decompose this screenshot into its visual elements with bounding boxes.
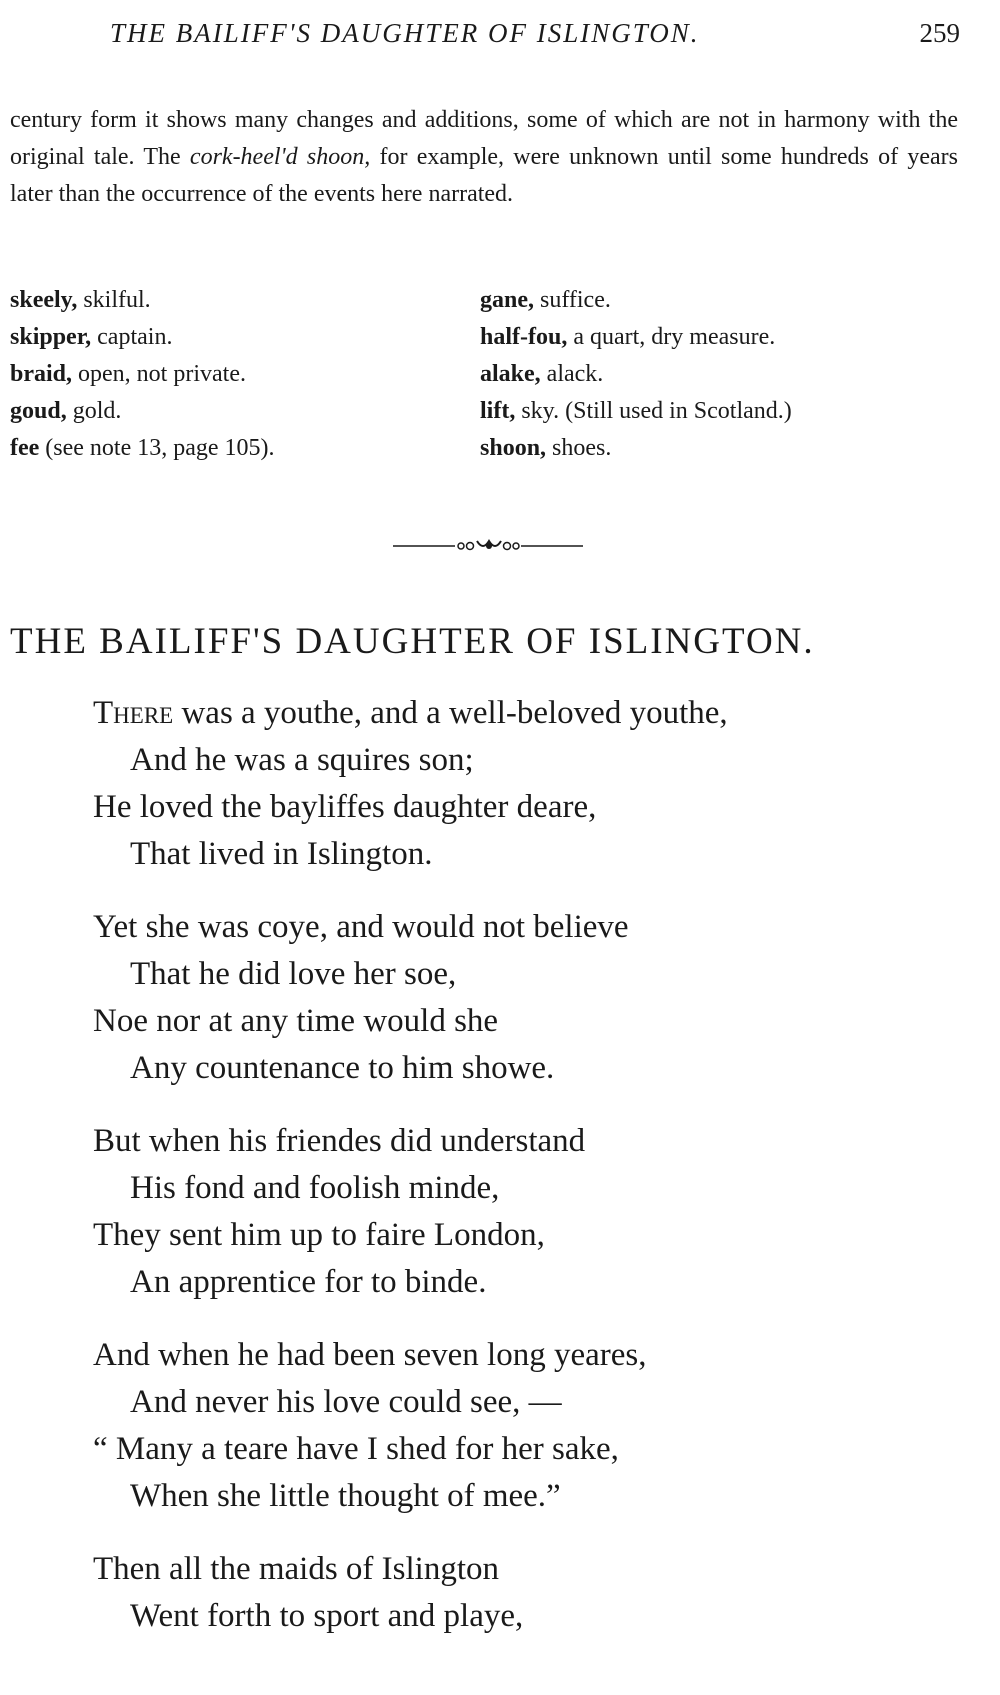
glossary-entry (480, 319, 960, 356)
glossary-entry (10, 319, 470, 356)
glossary-entry (480, 282, 960, 319)
page-number: 259 (919, 18, 960, 48)
glossary-term: goud, (10, 398, 67, 424)
intro-text-1: century form it shows many changes and additions, some of which are not in harmony with the original tale. The (10, 107, 958, 170)
glossary-entry (10, 430, 470, 467)
poem-line: That lived in Islington. (130, 836, 433, 872)
glossary-definition: alack. (540, 361, 604, 387)
poem-line: Went forth to sport and playe, (130, 1598, 524, 1634)
glossary-definition: sky. (Still used in Scotland.) (515, 398, 792, 424)
poem-line: And when he had been seven long yeares, (93, 1337, 647, 1373)
glossary-entry (10, 282, 470, 319)
poem-stanza (93, 1118, 973, 1306)
poem-line: When she little thought of mee.” (130, 1478, 561, 1514)
running-title: THE BAILIFF'S DAUGHTER OF ISLINGTON. (110, 18, 700, 48)
glossary-term: fee (10, 435, 40, 461)
glossary-entry (480, 430, 960, 467)
glossary-term: skipper, (10, 324, 92, 350)
poem-stanza (93, 904, 973, 1092)
poem-line: Noe nor at any time would she (93, 1003, 499, 1039)
poem-line: “ Many a teare have I shed for her sake, (93, 1431, 619, 1467)
glossary-definition: (see note 13, page 105). (39, 435, 275, 461)
glossary-entry (480, 356, 960, 393)
glossary-definition: captain. (91, 324, 173, 350)
glossary-definition: shoes. (546, 435, 612, 461)
poem-stanza (93, 1332, 973, 1520)
intro-italic-phrase: cork-heel'd shoon, (189, 144, 371, 170)
glossary-definition: a quart, dry measure. (567, 324, 776, 350)
intro-text-2: for example, were unknown until some hundreds of years later than the occurrence of the events here narrated. (10, 144, 959, 207)
poem-line: An apprentice for to binde. (130, 1264, 487, 1300)
poem-line: Then all the maids of Islington (93, 1551, 500, 1587)
poem-title: THE BAILIFF'S DAUGHTER OF ISLINGTON. (10, 621, 815, 662)
glossary-right-column (480, 282, 960, 467)
poem-stanza (93, 1546, 973, 1640)
glossary-definition: gold. (66, 398, 122, 424)
section-divider-ornament (393, 536, 583, 556)
poem-line: And never his love could see, — (130, 1384, 562, 1420)
glossary-definition: suffice. (534, 287, 611, 313)
poem-line: Any countenance to him showe. (130, 1050, 555, 1086)
glossary-definition: open, not private. (72, 361, 246, 387)
first-word-small-caps: There (93, 695, 174, 731)
glossary-term: shoon, (480, 435, 547, 461)
glossary-entry (10, 393, 470, 430)
glossary-term: skeely, (10, 287, 78, 313)
glossary-term: alake, (480, 361, 541, 387)
poem-line: And he was a squires son; (130, 742, 474, 778)
poem-line: That he did love her soe, (130, 956, 457, 992)
glossary-entry (480, 393, 960, 430)
poem-line: They sent him up to faire London, (93, 1217, 545, 1253)
glossary-term: braid, (10, 361, 73, 387)
poem-line: But when his friendes did understand (93, 1123, 586, 1159)
glossary-term: gane, (480, 287, 534, 313)
poem-stanza (93, 690, 973, 878)
poem-line (93, 690, 973, 737)
poem-line: He loved the bayliffes daughter deare, (93, 789, 597, 825)
poem-line: Yet she was coye, and would not believe (93, 909, 629, 945)
glossary-term: half-fou, (480, 324, 568, 350)
glossary-entry (10, 356, 470, 393)
intro-paragraph (10, 102, 958, 213)
poem-body (93, 690, 973, 1666)
glossary-definition: skilful. (77, 287, 151, 313)
poem-line-text: was a youthe, and a well-beloved youthe, (173, 695, 728, 731)
running-header (110, 18, 960, 58)
poem-line: His fond and foolish minde, (130, 1170, 500, 1206)
glossary-left-column (10, 282, 470, 467)
glossary-term: lift, (480, 398, 516, 424)
